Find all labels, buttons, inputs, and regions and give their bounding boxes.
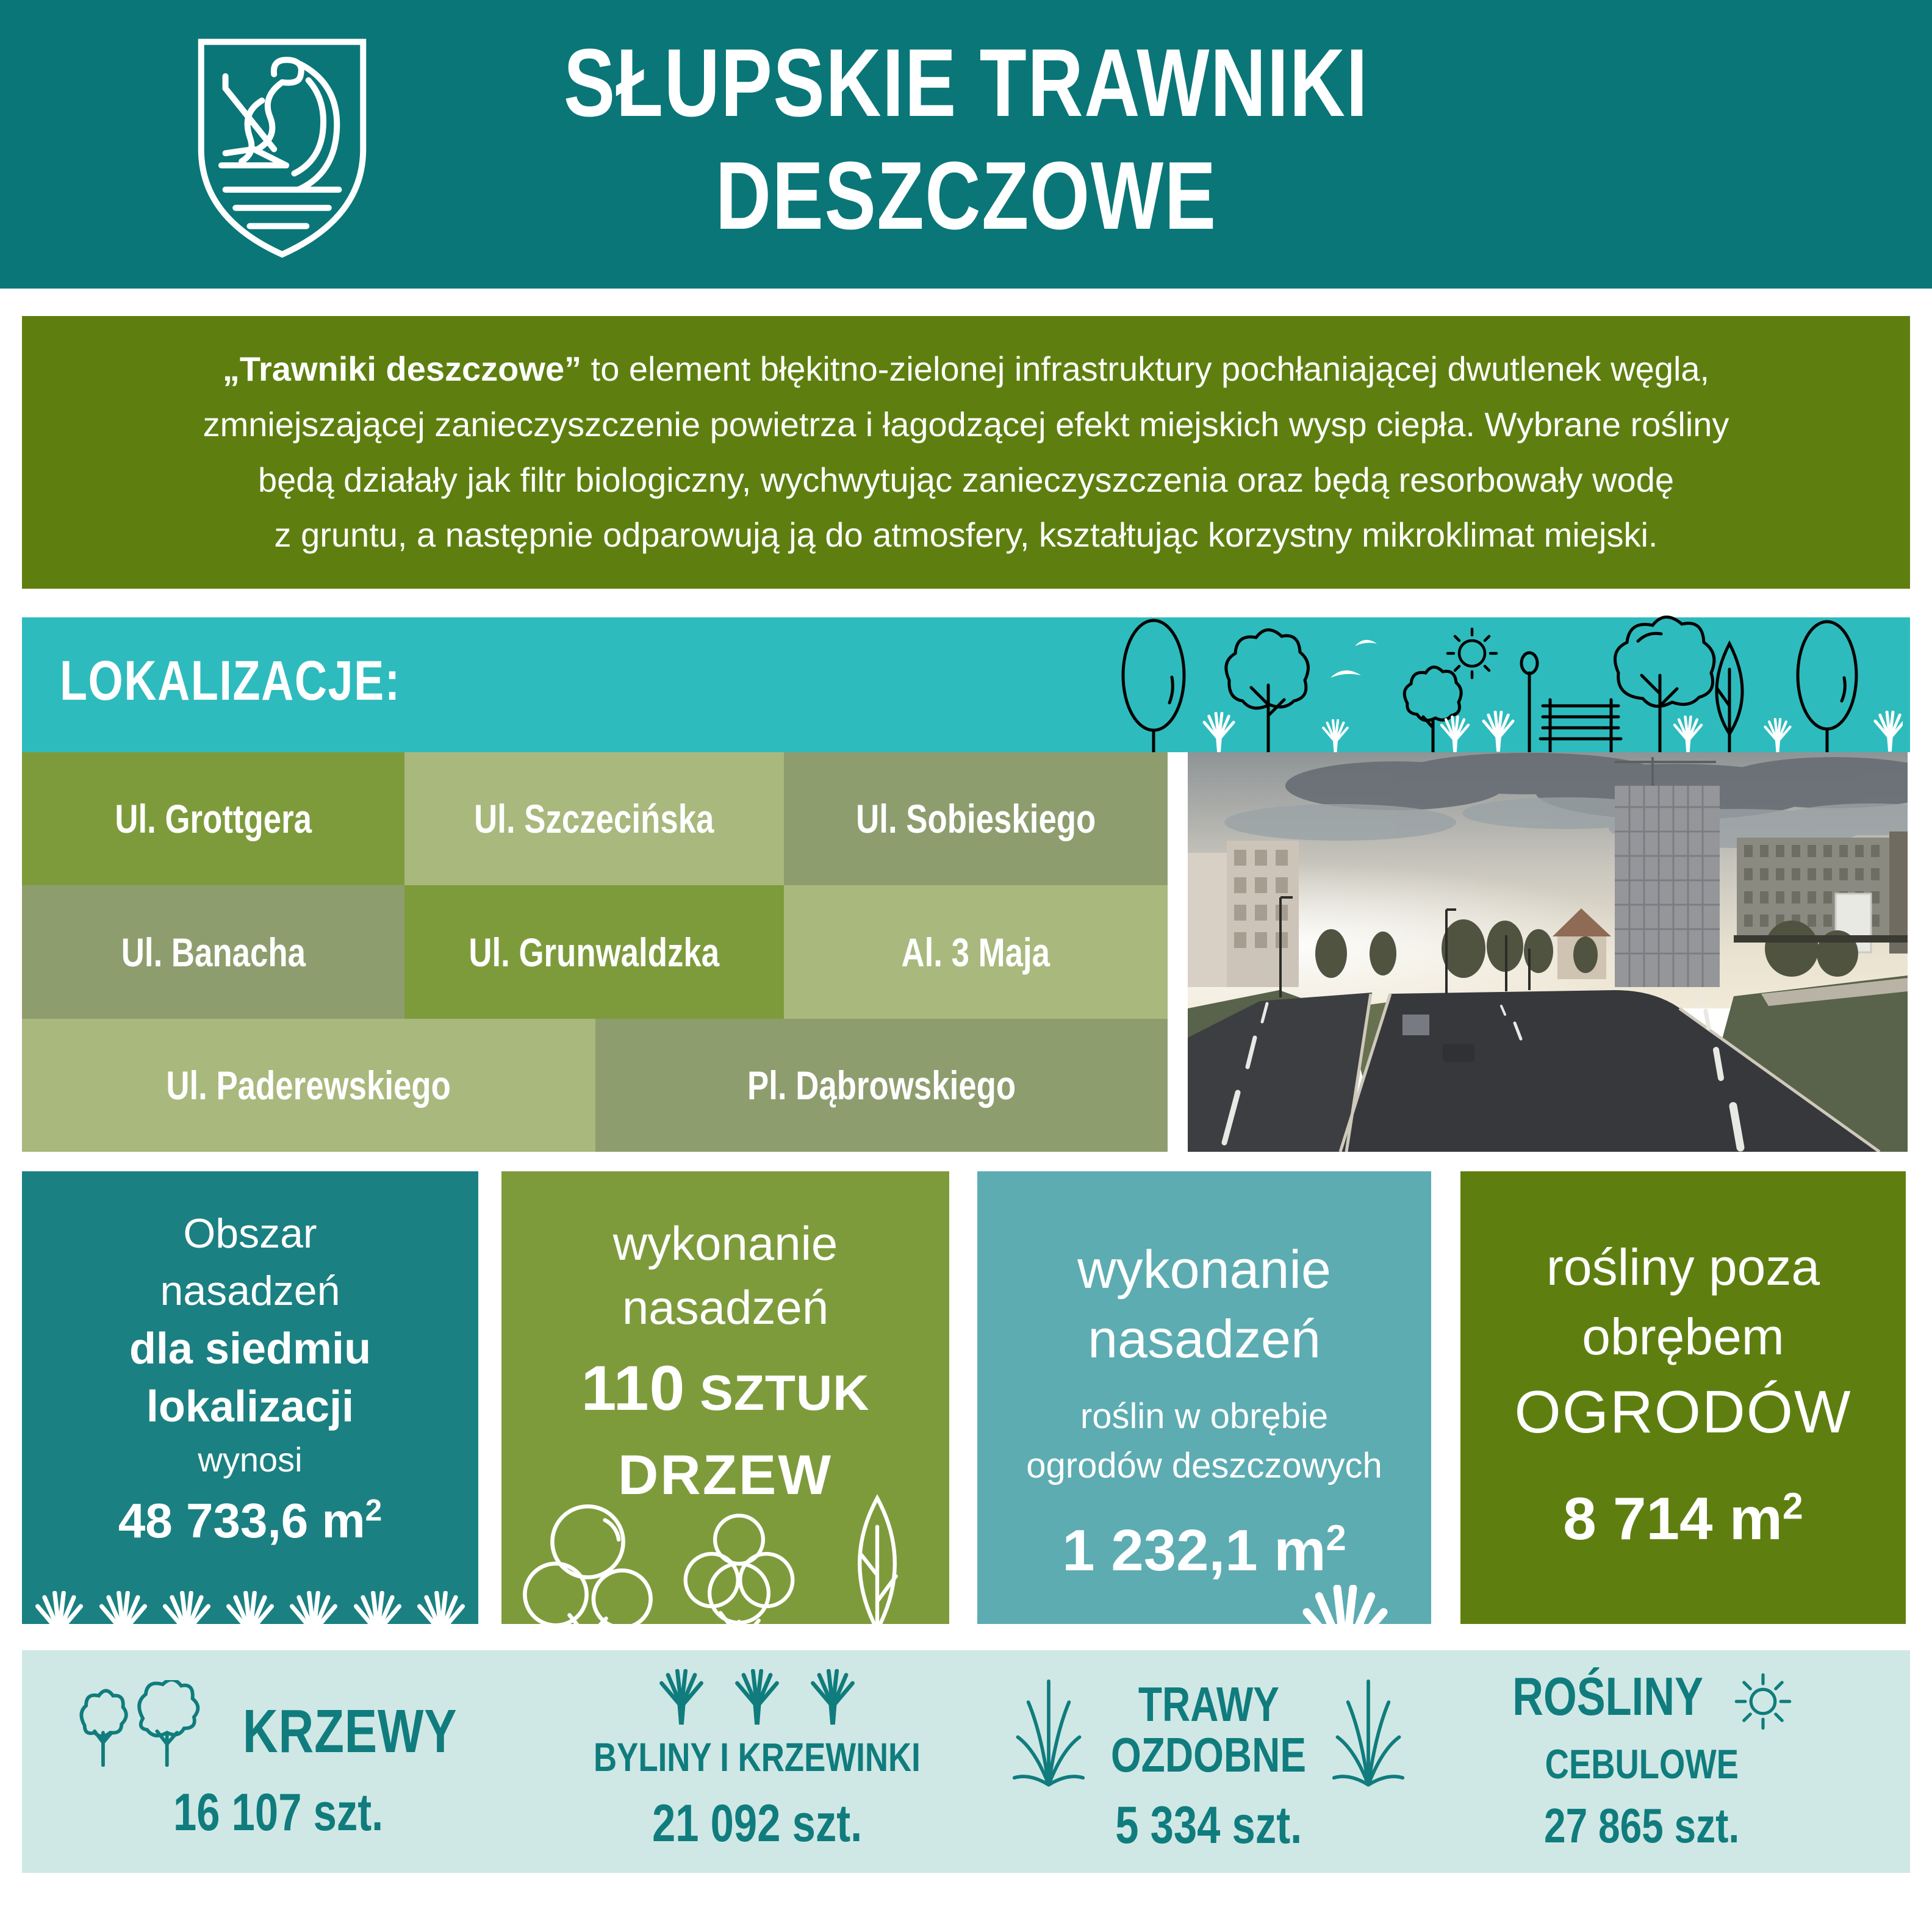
page-title-line2: DESZCZOWE: [715, 142, 1217, 250]
grass-tuft-icon: [224, 1591, 276, 1624]
location-tile-grottgera: Ul. Grottgera: [22, 752, 404, 885]
outside-value: 8 714 $m^2$: [1563, 1485, 1803, 1553]
oval-tree-icon: [1123, 620, 1184, 730]
gardens-line-2: nasadzeń: [1088, 1309, 1321, 1370]
gardens-line-3: roślin w obrębie ogrodów deszczowych: [1026, 1396, 1382, 1485]
header: [0, 0, 1932, 289]
byliny-label: BYLINY I KRZEWINKI: [594, 1734, 921, 1780]
grass-tuft-icon: [97, 1591, 149, 1624]
cloud-tree-icon: [673, 1503, 805, 1624]
intro-lead: „Trawniki deszczowe”: [222, 350, 582, 389]
outside-line-3: OGRODÓW: [1514, 1378, 1852, 1446]
trees-count-line: 110 SZTUK: [581, 1353, 870, 1424]
bench-icon: [1540, 700, 1621, 752]
cebulowe-count: 27 865 szt.: [1543, 1798, 1740, 1853]
intro-line-1-rest: to element błękitno-zielonej infrastruktury pochłaniającej dwutlenek węgla,: [581, 350, 1710, 389]
stat-card-rain-gardens: [977, 1171, 1431, 1624]
sun-icon: [1448, 629, 1496, 678]
locations-band: [22, 617, 1910, 752]
intro-paragraph: [203, 342, 1729, 563]
trawy-label-1: TRAWY: [1138, 1676, 1279, 1731]
small-tree-icon: [1404, 667, 1461, 720]
intro-section: [22, 316, 1910, 589]
area-value: 48 733,6 $m^2$: [118, 1493, 382, 1548]
trawy-label-2: OZDOBNE: [1111, 1728, 1306, 1782]
grass-tuft-icon: [287, 1591, 340, 1624]
leaf-tree-icon: [822, 1491, 932, 1624]
area-line-2: nasadzeń: [160, 1267, 340, 1314]
gardens-line-1: wykonanie: [1077, 1239, 1331, 1299]
bird-icons: [1330, 640, 1377, 678]
location-tile-banacha: Ul. Banacha: [22, 885, 404, 1019]
location-tile-sobieskiego: Ul. Sobieskiego: [784, 752, 1168, 885]
trees-line-2: nasadzeń: [622, 1280, 829, 1334]
outside-line-1: rośliny poza: [1546, 1238, 1820, 1296]
grass-tuft-icon: [160, 1591, 213, 1624]
grass-tuft-row: [22, 1591, 478, 1624]
intro-line-3: będą działały jak filtr biologiczny, wychwytując zanieczyszczenia oraz będą resorbowały wodę: [258, 460, 1674, 499]
grass-tuft-icon: [415, 1591, 467, 1624]
location-tile-szczecinska: Ul. Szczecińska: [404, 752, 784, 885]
cebulowe-label-1: ROŚLINY: [1512, 1665, 1704, 1726]
bubble-tree-icon: [519, 1496, 656, 1624]
footer-trawy: [998, 1650, 1419, 1873]
stat-card-outside-gardens: [1460, 1171, 1906, 1624]
krzewy-label: KRZEWY: [243, 1697, 458, 1766]
footer-cebulowe: [1443, 1650, 1840, 1873]
bush-icons: [72, 1680, 212, 1767]
page-title: [0, 27, 1932, 253]
grass-tuft-icon: [809, 1669, 856, 1725]
intro-line-4: z gruntu, a następnie odparowują ją do atmosfery, kształtując korzystny mikroklimat miejski.: [274, 515, 1658, 555]
area-line-3: dla siedmiu: [129, 1324, 372, 1373]
intro-line-1: [203, 342, 1729, 397]
tree-icon-row: [501, 1491, 949, 1624]
trees-line-1: wykonanie: [612, 1216, 838, 1270]
location-tile-dabrowskiego: Pl. Dąbrowskiego: [595, 1019, 1168, 1152]
trees-word: DRZEW: [617, 1444, 833, 1507]
intro-line-2: zmniejszającej zanieczyszczenie powietrza i łagodzącej efekt miejskich wysp ciepła. Wybrane rośliny: [203, 404, 1729, 444]
grass-tuft-icon: [33, 1591, 85, 1624]
krzewy-count: 16 107 szt.: [173, 1783, 384, 1842]
area-line-5: wynosi: [198, 1440, 303, 1479]
locations-heading: LOKALIZACJE:: [60, 650, 401, 712]
grass-tuft-icon: [1299, 1585, 1391, 1624]
area-line-4: lokalizacji: [146, 1382, 354, 1431]
cebulowe-label-2: CEBULOWE: [1545, 1740, 1739, 1787]
park-scene-icons: [1116, 614, 1903, 752]
ornamental-grass-icon: [1011, 1667, 1086, 1792]
location-tile-grunwaldzka: Ul. Grunwaldzka: [404, 885, 784, 1019]
ornamental-grass-icon: [1330, 1667, 1406, 1792]
sun-icon: [1731, 1670, 1795, 1733]
footer-krzewy: [59, 1650, 498, 1873]
outside-line-2: obrębem: [1582, 1308, 1784, 1366]
stat-card-trees: [501, 1171, 949, 1624]
footer-stats-bar: [22, 1650, 1910, 1873]
grass-tuft-icon: [658, 1669, 705, 1725]
grass-tuft-icon: [733, 1669, 781, 1725]
big-tree-icon: [1615, 617, 1714, 706]
trawy-count: 5 334 szt.: [1115, 1796, 1302, 1855]
grass-tuft-icons: [658, 1669, 856, 1725]
gardens-value: 1 232,1 $m^2$: [1062, 1517, 1346, 1584]
area-line-1: Obszar: [183, 1210, 317, 1257]
location-tile-3maja: Al. 3 Maja: [784, 885, 1168, 1019]
page-title-line1: SŁUPSKIE TRAWNIKI: [563, 29, 1369, 137]
location-tile-paderewskiego: Ul. Paderewskiego: [22, 1019, 595, 1152]
stat-card-area: [22, 1171, 478, 1624]
footer-byliny: [522, 1650, 992, 1873]
byliny-count: 21 092 szt.: [652, 1794, 863, 1853]
street-photo: [1188, 752, 1908, 1152]
oval-tree-icon-2: [1798, 622, 1856, 729]
grass-tuft-icon: [351, 1591, 404, 1624]
